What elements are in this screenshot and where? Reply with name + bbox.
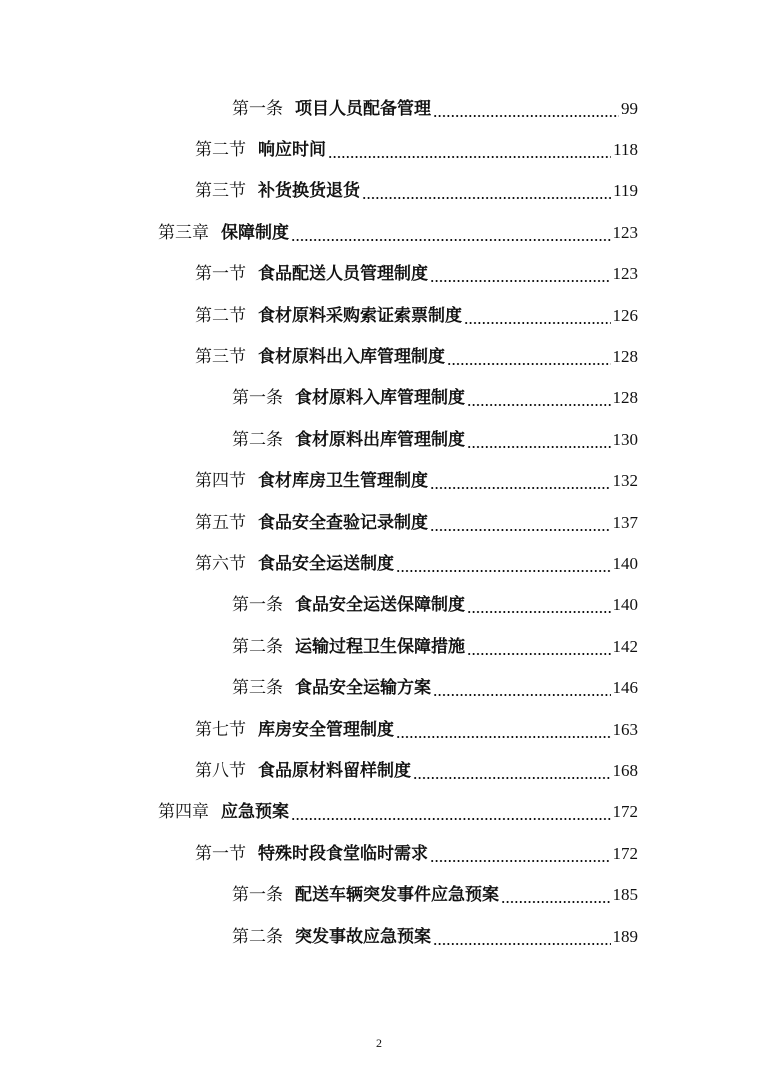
toc-entry-number: 第一节: [195, 843, 246, 864]
toc-entry-title: 保障制度: [221, 222, 289, 243]
dot-leader: [430, 529, 611, 531]
dot-leader: [501, 901, 611, 903]
toc-entry[interactable]: [0, 543, 758, 584]
toc-entry[interactable]: [0, 171, 758, 212]
toc-entry-number: 第四章: [158, 802, 209, 823]
dot-leader: [433, 694, 611, 696]
toc-entry-title: 项目人员配备管理: [295, 98, 431, 119]
toc-entry-title: 突发事故应急预案: [295, 926, 431, 947]
page-number: 2: [376, 1036, 382, 1050]
toc-entry-page: 168: [612, 760, 638, 780]
toc-entry-number: 第三节: [195, 181, 246, 202]
toc-entry-number: 第四节: [195, 471, 246, 492]
table-of-contents: [0, 88, 758, 957]
dot-leader: [396, 736, 611, 738]
toc-entry-page: 123: [612, 222, 638, 242]
toc-entry-number: 第一条: [232, 885, 283, 906]
dot-leader: [396, 570, 611, 572]
toc-entry-title: 食材原料出入库管理制度: [258, 347, 445, 368]
toc-entry-page: 142: [612, 636, 638, 656]
toc-entry-number: 第五节: [195, 512, 246, 533]
toc-entry[interactable]: [0, 212, 758, 253]
toc-entry-number: 第六节: [195, 553, 246, 574]
dot-leader: [413, 777, 611, 779]
toc-entry-title: 食材库房卫生管理制度: [258, 471, 428, 492]
toc-entry-title: 食材原料出库管理制度: [295, 429, 465, 450]
toc-entry-page: 140: [612, 595, 638, 615]
dot-leader: [464, 322, 611, 324]
toc-entry-number: 第二条: [232, 636, 283, 657]
toc-entry-page: 140: [612, 553, 638, 573]
toc-entry-page: 172: [612, 802, 638, 822]
toc-entry-page: 118: [613, 140, 638, 160]
toc-entry-title: 食品安全运输方案: [295, 678, 431, 699]
toc-entry-number: 第三条: [232, 678, 283, 699]
dot-leader: [447, 363, 611, 365]
dot-leader: [467, 404, 611, 406]
toc-entry-page: 130: [612, 429, 638, 449]
dot-leader: [328, 156, 611, 158]
toc-entry-page: 189: [612, 926, 638, 946]
toc-entry-page: 132: [612, 471, 638, 491]
toc-entry-title: 食品安全查验记录制度: [258, 512, 428, 533]
toc-entry-title: 响应时间: [258, 140, 326, 161]
toc-entry-number: 第二条: [232, 429, 283, 450]
toc-entry-number: 第二条: [232, 926, 283, 947]
toc-entry-page: 163: [612, 719, 638, 739]
toc-entry-page: 126: [612, 305, 638, 325]
toc-entry[interactable]: [0, 419, 758, 460]
toc-entry[interactable]: [0, 336, 758, 377]
toc-entry[interactable]: [0, 129, 758, 170]
dot-leader: [430, 487, 611, 489]
toc-entry-title: 食材原料采购索证索票制度: [258, 305, 462, 326]
toc-entry[interactable]: [0, 254, 758, 295]
toc-entry-page: 123: [612, 264, 638, 284]
toc-entry[interactable]: [0, 709, 758, 750]
toc-entry-title: 食材原料入库管理制度: [295, 388, 465, 409]
toc-entry-page: 119: [613, 181, 638, 201]
dot-leader: [291, 818, 611, 820]
toc-entry-page: 128: [612, 388, 638, 408]
dot-leader: [467, 611, 611, 613]
dot-leader: [291, 239, 611, 241]
toc-entry-number: 第一条: [232, 388, 283, 409]
toc-entry-title: 食品原材料留样制度: [258, 760, 411, 781]
toc-entry-page: 128: [612, 347, 638, 367]
toc-entry[interactable]: [0, 626, 758, 667]
dot-leader: [433, 943, 611, 945]
toc-entry-title: 库房安全管理制度: [258, 719, 394, 740]
toc-entry-title: 配送车辆突发事件应急预案: [295, 885, 499, 906]
toc-entry[interactable]: [0, 461, 758, 502]
toc-entry-number: 第七节: [195, 719, 246, 740]
dot-leader: [467, 653, 611, 655]
dot-leader: [467, 446, 611, 448]
toc-entry[interactable]: [0, 916, 758, 957]
toc-entry[interactable]: [0, 874, 758, 915]
toc-entry-page: 172: [612, 843, 638, 863]
toc-entry-number: 第二节: [195, 140, 246, 161]
toc-entry-number: 第三章: [158, 222, 209, 243]
toc-entry-page: 185: [612, 885, 638, 905]
dot-leader: [433, 115, 619, 117]
toc-entry-number: 第二节: [195, 305, 246, 326]
dot-leader: [430, 280, 611, 282]
toc-entry[interactable]: [0, 792, 758, 833]
toc-entry[interactable]: [0, 88, 758, 129]
toc-entry-title: 食品安全运送制度: [258, 553, 394, 574]
toc-entry[interactable]: [0, 295, 758, 336]
toc-entry-number: 第一条: [232, 595, 283, 616]
toc-entry-page: 99: [621, 98, 638, 118]
toc-entry-page: 146: [612, 678, 638, 698]
toc-entry-title: 食品安全运送保障制度: [295, 595, 465, 616]
toc-entry[interactable]: [0, 833, 758, 874]
toc-entry[interactable]: [0, 378, 758, 419]
dot-leader: [430, 860, 611, 862]
toc-entry-title: 运输过程卫生保障措施: [295, 636, 465, 657]
toc-entry-title: 补货换货退货: [258, 181, 360, 202]
toc-entry-title: 应急预案: [221, 802, 289, 823]
toc-entry-page: 137: [612, 512, 638, 532]
toc-entry-number: 第一条: [232, 98, 283, 119]
dot-leader: [362, 197, 611, 199]
toc-entry[interactable]: [0, 667, 758, 708]
toc-entry-title: 特殊时段食堂临时需求: [258, 843, 428, 864]
toc-entry-number: 第三节: [195, 347, 246, 368]
toc-entry-number: 第一节: [195, 264, 246, 285]
toc-entry-number: 第八节: [195, 760, 246, 781]
toc-entry[interactable]: [0, 502, 758, 543]
toc-entry-title: 食品配送人员管理制度: [258, 264, 428, 285]
toc-entry[interactable]: [0, 750, 758, 791]
toc-entry[interactable]: [0, 585, 758, 626]
